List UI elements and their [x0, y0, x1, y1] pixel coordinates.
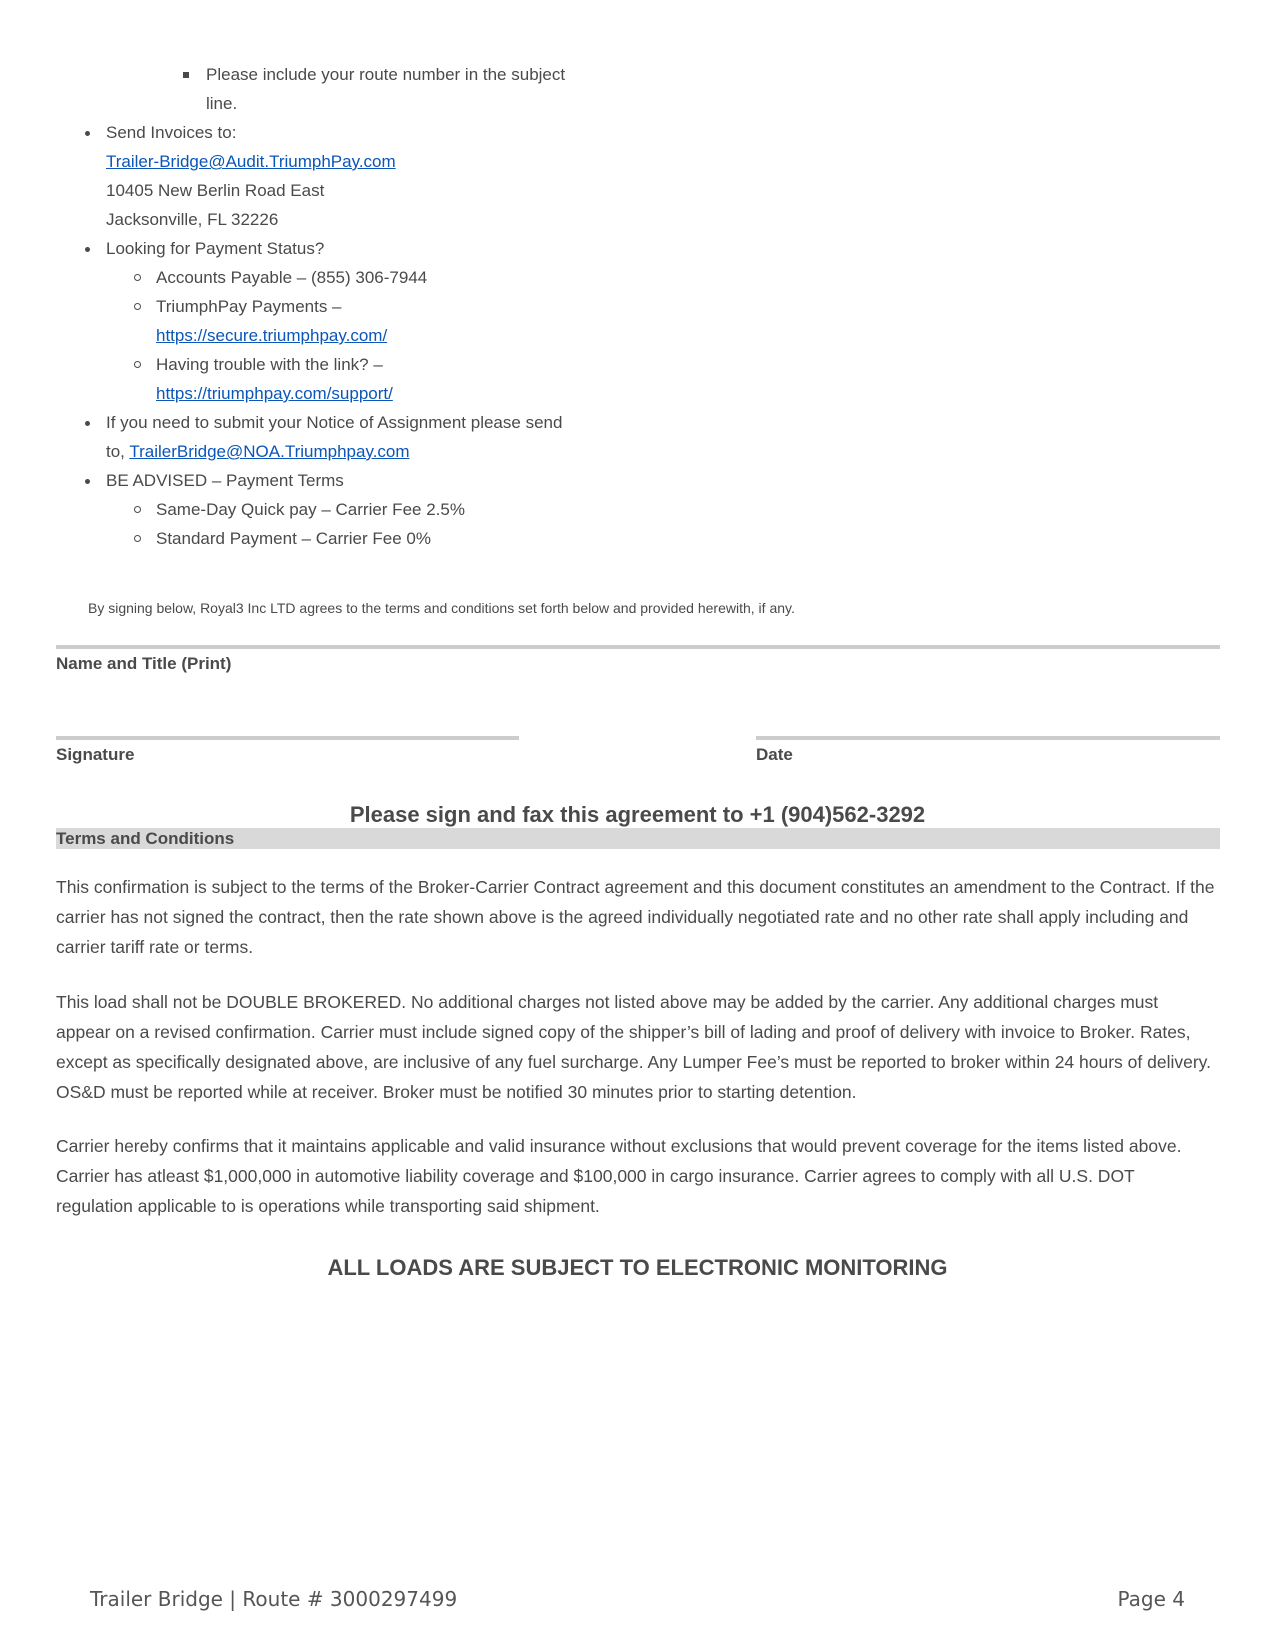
signature-label: Signature: [56, 745, 135, 764]
trouble-link-text: Having trouble with the link? –: [156, 355, 383, 374]
disc-bullet-icon: [85, 479, 90, 484]
list-item-triumphpay-payments: [0, 292, 700, 350]
terms-title: Terms and Conditions: [56, 829, 235, 848]
be-advised-text: BE ADVISED – Payment Terms: [106, 471, 344, 490]
signature-line[interactable]: [56, 736, 519, 740]
list-item-be-advised: [0, 466, 700, 495]
payment-status-label: Looking for Payment Status?: [106, 239, 325, 258]
standard-pay-text: Standard Payment – Carrier Fee 0%: [156, 529, 431, 548]
triumphpay-url-link[interactable]: https://secure.triumphpay.com/: [156, 326, 388, 345]
support-url-link[interactable]: https://triumphpay.com/support/: [156, 384, 393, 403]
route-note-line1: Please include your route number in the subject: [206, 65, 566, 84]
monitoring-notice: ALL LOADS ARE SUBJECT TO ELECTRONIC MONITORING: [327, 1255, 948, 1280]
accounts-payable-text: Accounts Payable – (855) 306-7944: [156, 268, 428, 287]
payment-instructions-list: [0, 60, 700, 553]
disc-bullet-icon: [85, 247, 90, 252]
circle-bullet-icon: [134, 303, 141, 310]
triumphpay-payments-text: TriumphPay Payments –: [156, 297, 342, 316]
agreement-text: By signing below, Royal3 Inc LTD agrees to the terms and conditions set forth below and provided herewith, if any.: [88, 600, 795, 616]
address-line1: 10405 New Berlin Road East: [106, 181, 325, 200]
list-item-trouble-link: [0, 350, 700, 408]
quick-pay-text: Same-Day Quick pay – Carrier Fee 2.5%: [156, 500, 465, 519]
list-item-accounts-payable: [0, 263, 700, 292]
circle-bullet-icon: [134, 274, 141, 281]
disc-bullet-icon: [85, 131, 90, 136]
list-item-route-note: [0, 60, 700, 118]
footer-route: Trailer Bridge | Route # 3000297499: [90, 1587, 458, 1611]
noa-email-link[interactable]: TrailerBridge@NOA.Triumphpay.com: [129, 442, 410, 461]
address-line2: Jacksonville, FL 32226: [106, 210, 279, 229]
list-item-quick-pay: [0, 495, 700, 524]
footer-page-number: Page 4: [1117, 1587, 1185, 1611]
square-bullet-icon: [183, 72, 189, 78]
list-item-standard-pay: [0, 524, 700, 553]
terms-paragraph-3: Carrier hereby confirms that it maintains applicable and valid insurance without exclusions that would prevent coverage for the items listed above. Carrier has atleast $1,000,000 in automotive liability coverage and $100,000 in cargo insurance. Carrier agrees to comply with all U.S. DOT regulation applicable to is operations while transporting said shipment.: [56, 1136, 1182, 1216]
fax-notice: Please sign and fax this agreement to +1 (904)562-3292: [349, 802, 926, 827]
list-item-send-invoices: [0, 118, 700, 234]
list-item-payment-status: [0, 234, 700, 263]
circle-bullet-icon: [134, 361, 141, 368]
send-invoices-label: Send Invoices to:: [106, 123, 237, 142]
name-title-label: Name and Title (Print): [56, 654, 232, 673]
circle-bullet-icon: [134, 506, 141, 513]
noa-prefix: to,: [106, 442, 125, 461]
name-title-signature-line[interactable]: [56, 645, 1220, 649]
disc-bullet-icon: [85, 421, 90, 426]
date-line[interactable]: [756, 736, 1220, 740]
noa-line1: If you need to submit your Notice of Assignment please send: [106, 413, 563, 432]
invoice-email-link[interactable]: Trailer-Bridge@Audit.TriumphPay.com: [106, 152, 396, 171]
terms-paragraph-2: This load shall not be DOUBLE BROKERED. No additional charges not listed above may be added by the carrier. Any additional charges must appear on a revised confirmation. Carrier must include signed copy of the shipper’s bill of lading and proof of delivery with invoice to Broker. Rates, except as specifically designated above, are inclusive of any fuel surcharge. Any Lumper Fee’s must be reported to broker within 24 hours of delivery. OS&D must be reported while at receiver. Broker must be notified 30 minutes prior to starting detention.: [56, 992, 1211, 1102]
route-note-line2: line.: [206, 94, 238, 113]
circle-bullet-icon: [134, 535, 141, 542]
terms-paragraph-1: This confirmation is subject to the terms of the Broker-Carrier Contract agreement and this document constitutes an amendment to the Contract. If the carrier has not signed the contract, then the rate shown above is the agreed individually negotiated rate and no other rate shall apply including and carrier tariff rate or terms.: [56, 877, 1215, 957]
date-label: Date: [756, 745, 793, 764]
list-item-notice-of-assignment: [0, 408, 700, 466]
